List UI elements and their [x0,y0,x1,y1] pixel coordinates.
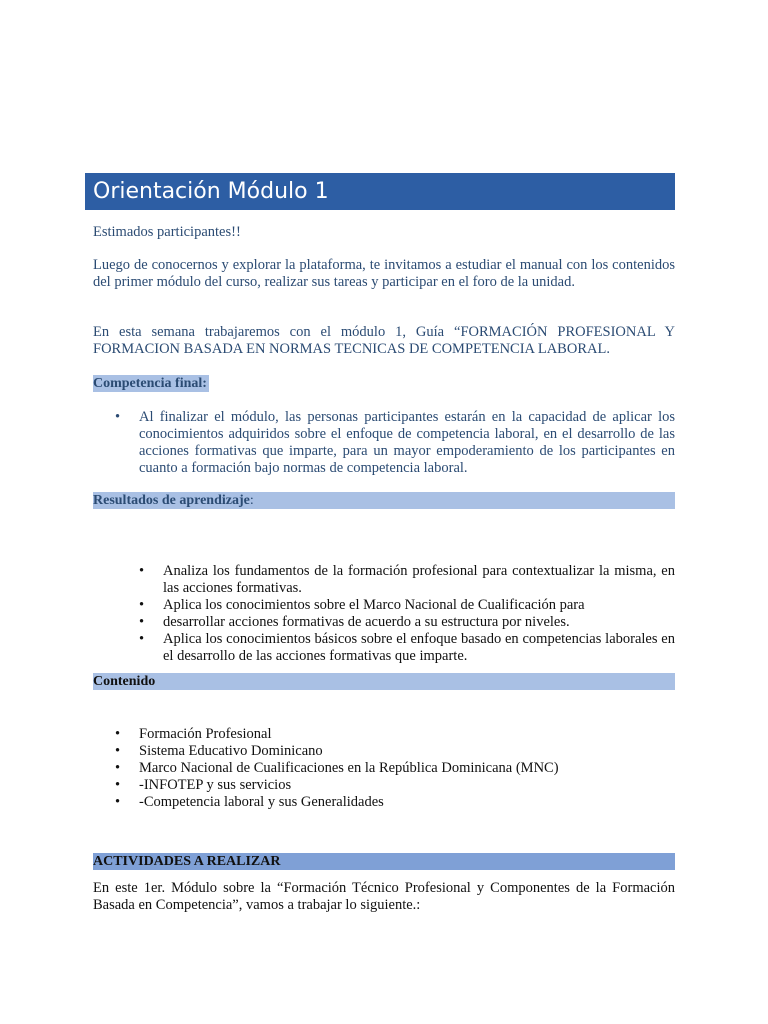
contenido-list [115,726,675,811]
intro-paragraph: Luego de conocernos y explorar la plataforma, te invitamos a estudiar el manual con los contenidos del primer módulo del curso, realizar sus tareas y participar en el foro de la unidad. [93,257,675,290]
competencia-heading: Competencia final: [93,376,207,391]
bullet-icon: • [115,726,121,742]
list-item: • Aplica los conocimientos sobre el Marco Nacional de Cualificación para [139,597,585,613]
week-paragraph: En esta semana trabajaremos con el módulo 1, Guía “FORMACIÓN PROFESIONAL Y FORMACION BASADA EN NORMAS TECNICAS DE COMPETENCIA LABORAL. [93,324,675,357]
bullet-icon: • [139,631,145,647]
bullet-icon: • [139,563,145,579]
resultados-list [139,563,675,665]
list-item: • Formación Profesional [115,726,272,742]
actividades-paragraph: En este 1er. Módulo sobre la “Formación Técnico Profesional y Componentes de la Formación Basada en Competencia”, vamos a trabajar lo siguiente.: [93,880,675,913]
list-item: • Aplica los conocimientos básicos sobre el enfoque basado en competencias laborales en el desarrollo de las acciones formativas que imparte. [139,631,675,664]
actividades-heading: ACTIVIDADES A REALIZAR [93,853,675,870]
bullet-icon: • [115,794,121,810]
list-item: • -Competencia laboral y sus Generalidades [115,794,384,810]
bullet-icon: • [115,409,121,425]
bullet-icon: • [115,777,121,793]
resultados-heading: Resultados de aprendizaje: [93,492,675,509]
list-item: • Sistema Educativo Dominicano [115,743,323,759]
contenido-heading: Contenido [93,673,675,690]
bullet-icon: • [139,614,145,630]
competencia-list [115,409,675,477]
bullet-icon: • [115,743,121,759]
bullet-icon: • [115,760,121,776]
list-item: • Al finalizar el módulo, las personas participantes estarán en la capacidad de aplicar los conocimientos adquiridos sobre el enfoque de competencia laboral, en el desarrollo de las acciones formativas que imparte, para un mayor empoderamiento de los participantes en cuanto a formación bajo normas de competencia laboral. [115,409,675,476]
list-item: • Marco Nacional de Cualificaciones en la República Dominicana (MNC) [115,760,559,776]
list-item: • desarrollar acciones formativas de acuerdo a su estructura por niveles. [139,614,570,630]
bullet-icon: • [139,597,145,613]
list-item: • Analiza los fundamentos de la formación profesional para contextualizar la misma, en las acciones formativas. [139,563,675,596]
page-title: Orientación Módulo 1 [85,173,675,210]
greeting: Estimados participantes!! [93,224,241,240]
list-item: • -INFOTEP y sus servicios [115,777,292,793]
